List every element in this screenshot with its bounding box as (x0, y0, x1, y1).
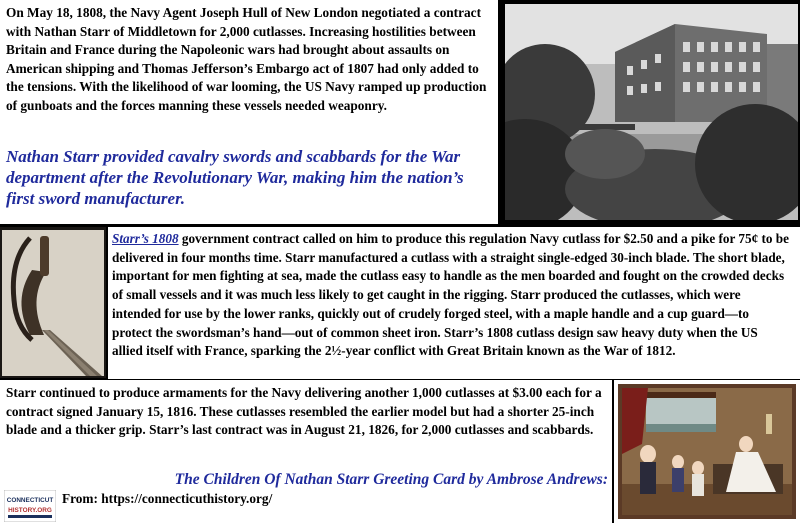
factory-photo-panel (501, 0, 800, 224)
cutlass-photo-panel (0, 227, 106, 378)
svg-text:HISTORY.ORG: HISTORY.ORG (8, 507, 52, 514)
card-title: The Children Of Nathan Starr Greeting Card by Ambrose Andrews: (174, 471, 608, 488)
intro-paragraph: On May 18, 1808, the Navy Agent Joseph Hull of New London negotiated a contract with Nathan Starr of Middletown for 2,000 cutlasses. Increasing hostilities between Britain and France during the Napoleonic wars had brought about assaults on American shipping and Thomas Jefferson’s Embargo act of 1807 had only added to the tensions. With the likelihood of war looming, the US Navy ramped up production of gunboats and the forces manning these vessels needed weaponry. (6, 5, 487, 113)
intro-panel (0, 0, 498, 224)
painting-panel (614, 380, 800, 523)
contract-body: government contract called on him to produce this regulation Navy cutlass for $2.50 and a pike for 75¢ to be delivered in four months time. Starr manufactured a cutlass with a straight single-edged 30-inch blade. The short blade, important for men fighting at sea, made the cutlass easy to handle as the men boarded and fought on the crowded decks of small vessels and it was much less likely to get caught in the rigging. Starr produced the cutlasses, which were intended for use by the lower ranks, quickly out of crudely forged steel, with a maple handle and a cup guard—to protect the swordsman’s hand—out of common sheet iron. Starr’s 1808 cutlass design saw heavy duty when the US allied itself with France, sparking the 2½-year conflict with Great Britain known as the War of 1812. (112, 231, 789, 359)
source-credit: From: https://connecticuthistory.org/ (62, 491, 273, 506)
later-panel (0, 380, 612, 523)
contract-panel (108, 227, 800, 379)
contract-lead: Starr’s 1808 (112, 231, 179, 246)
later-paragraph: Starr continued to produce armaments for the Navy delivering another 1,000 cutlasses at $3.00 each for a contract signed January 15, 1816. These cutlasses resembled the earlier model but had a shorter 25-inch blade and a thicker grip. Starr’s last contract was in August 21, 1826, for 2,000 cutlasses and scabbards. (6, 385, 602, 438)
cutlass-photo (2, 230, 104, 376)
connecticut-history-logo (4, 490, 56, 522)
factory-photo (505, 4, 798, 220)
contract-paragraph (112, 230, 790, 361)
children-painting (618, 384, 796, 519)
svg-text:CONNECTICUT: CONNECTICUT (6, 497, 54, 504)
starr-quote: Nathan Starr provided cavalry swords and scabbards for the War department after the Revolutionary War, making him the nation’s first sword manufacturer. (6, 147, 464, 208)
